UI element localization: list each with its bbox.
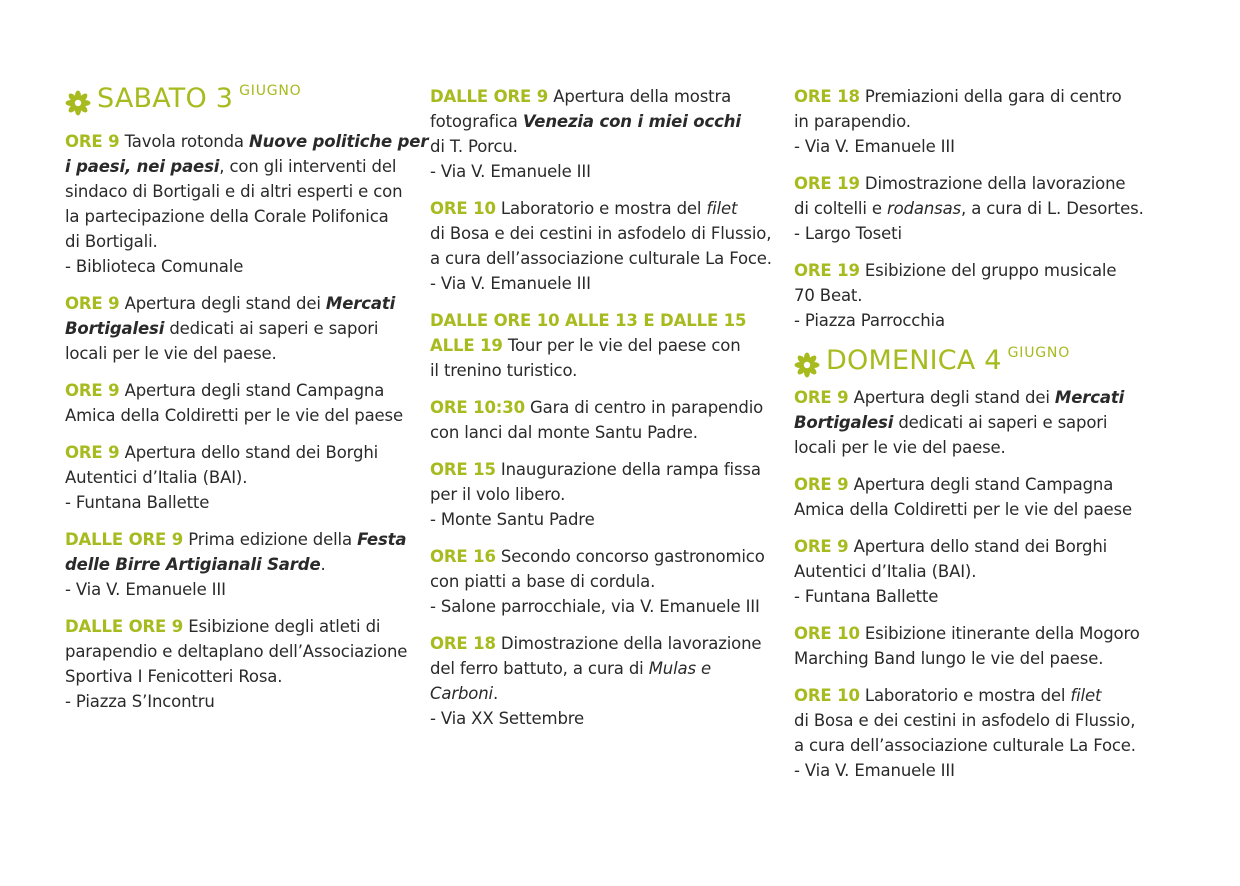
- event-line: [65, 129, 429, 154]
- event-line: [65, 204, 415, 229]
- event-text: , con gli interventi del: [219, 157, 397, 176]
- event-text: 70 Beat.: [794, 286, 863, 305]
- event-text: parapendio e deltaplano dell’Associazione: [65, 642, 408, 661]
- event-italic: rodansas: [886, 199, 961, 218]
- event-text: a cura dell’associazione culturale La Foce.: [794, 736, 1136, 755]
- event-line: [430, 84, 780, 109]
- event-time: ORE 9: [65, 381, 120, 400]
- event-text: Dimostrazione della lavorazione: [859, 174, 1126, 193]
- event-text: Gara di centro in parapendio: [524, 398, 764, 417]
- event-text: di Bosa e dei cestini in asfodelo di Flussio,: [794, 711, 1136, 730]
- event-line: [430, 308, 780, 333]
- event-entry: [65, 614, 415, 714]
- event-entry: [430, 84, 780, 184]
- event-line: [65, 316, 415, 341]
- event-time: ORE 19: [794, 261, 860, 280]
- event-title: Bortigalesi: [794, 413, 894, 432]
- event-text: Apertura degli stand dei: [119, 294, 326, 313]
- event-line: [65, 341, 415, 366]
- event-entry: [430, 457, 780, 532]
- event-entry: [794, 385, 1144, 460]
- event-time: ORE 9: [794, 475, 849, 494]
- event-text: Tour per le vie del paese con: [502, 336, 741, 355]
- event-line: [65, 229, 415, 254]
- event-text: - Largo Toseti: [794, 224, 902, 243]
- event-title: i paesi, nei paesi: [65, 157, 220, 176]
- event-line: [430, 333, 780, 358]
- event-line: [794, 621, 1144, 646]
- event-time: ORE 18: [430, 634, 496, 653]
- event-line: [65, 552, 415, 577]
- event-text: - Via V. Emanuele III: [430, 274, 591, 293]
- event-line: [794, 758, 1144, 783]
- event-entry: [794, 534, 1144, 609]
- event-list: [65, 129, 429, 714]
- event-entry: [430, 196, 780, 296]
- event-time: ORE 10: [794, 686, 860, 705]
- event-time: ORE 9: [65, 443, 120, 462]
- event-list: [794, 84, 1144, 333]
- event-text: Esibizione degli atleti di: [183, 617, 381, 636]
- day-header-saturday: [65, 83, 415, 117]
- event-line: [794, 134, 1144, 159]
- event-text: Apertura degli stand dei: [848, 388, 1055, 407]
- event-text: di T. Porcu.: [430, 137, 518, 156]
- event-text: Sportiva I Fenicotteri Rosa.: [65, 667, 283, 686]
- event-line: [430, 159, 780, 184]
- event-list: [430, 84, 780, 731]
- event-line: [65, 639, 415, 664]
- event-text: locali per le vie del paese.: [65, 344, 277, 363]
- event-line: [794, 171, 1144, 196]
- event-line: [65, 291, 415, 316]
- event-title: Bortigalesi: [65, 319, 165, 338]
- event-line: [430, 482, 780, 507]
- event-line: [794, 283, 1144, 308]
- program-column-2: [430, 84, 780, 743]
- event-entry: [794, 621, 1144, 671]
- event-text: Esibizione del gruppo musicale: [859, 261, 1117, 280]
- event-text: Autentici d’Italia (BAI).: [65, 468, 248, 487]
- event-text: Tavola rotonda: [119, 132, 249, 151]
- program-column-3: [794, 84, 1144, 795]
- event-title: Mercati: [1054, 388, 1125, 407]
- event-text: Marching Band lungo le vie del paese.: [794, 649, 1104, 668]
- event-line: [65, 465, 415, 490]
- event-line: [430, 544, 780, 569]
- event-time: ORE 19: [794, 174, 860, 193]
- event-text: con piatti a base di cordula.: [430, 572, 656, 591]
- flower-icon: [65, 90, 91, 116]
- event-line: [794, 196, 1144, 221]
- event-time: DALLE ORE 10 ALLE 13 E DALLE 15: [430, 311, 747, 330]
- event-text: Premiazioni della gara di centro: [859, 87, 1122, 106]
- event-line: [794, 497, 1144, 522]
- event-text: Apertura della mostra: [548, 87, 732, 106]
- program-column-1: [65, 83, 429, 726]
- event-line: [430, 594, 780, 619]
- event-text: .: [320, 555, 326, 574]
- event-line: [430, 706, 780, 731]
- event-line: [794, 708, 1144, 733]
- event-line: [430, 656, 780, 681]
- event-entry: [65, 129, 429, 279]
- event-entry: [430, 631, 780, 731]
- event-line: [794, 258, 1144, 283]
- event-line: [65, 254, 415, 279]
- event-line: [430, 196, 780, 221]
- event-line: [65, 614, 415, 639]
- event-text: in parapendio.: [794, 112, 911, 131]
- event-time: DALLE ORE 9: [65, 617, 184, 636]
- event-text: di Bortigali.: [65, 232, 158, 251]
- event-text: - Via V. Emanuele III: [65, 580, 226, 599]
- event-time: ORE 16: [430, 547, 496, 566]
- event-line: [430, 358, 780, 383]
- event-title: Mercati: [325, 294, 396, 313]
- event-text: - Via V. Emanuele III: [430, 162, 591, 181]
- event-time: ORE 10:30: [430, 398, 525, 417]
- event-text: Apertura degli stand Campagna: [848, 475, 1114, 494]
- event-text: Esibizione itinerante della Mogoro: [859, 624, 1140, 643]
- event-entry: [794, 683, 1144, 783]
- event-line: [794, 559, 1144, 584]
- event-line: [430, 631, 780, 656]
- event-line: [430, 420, 780, 445]
- event-text: - Piazza Parrocchia: [794, 311, 945, 330]
- event-line: [794, 435, 1144, 460]
- event-line: [430, 457, 780, 482]
- event-text: sindaco di Bortigali e di altri esperti e con: [65, 182, 403, 201]
- event-line: [65, 378, 415, 403]
- event-line: [794, 472, 1144, 497]
- event-text: Laboratorio e mostra del: [495, 199, 707, 218]
- event-line: [430, 271, 780, 296]
- event-italic: Carboni: [430, 684, 493, 703]
- day-title: DOMENICA 4: [826, 345, 1002, 376]
- event-entry: [430, 395, 780, 445]
- flower-icon: [794, 352, 820, 378]
- event-list: [794, 385, 1144, 783]
- event-time: ORE 15: [430, 460, 496, 479]
- event-text: dedicati ai saperi e sapori: [893, 413, 1108, 432]
- event-text: Amica della Coldiretti per le vie del paese: [65, 406, 403, 425]
- event-text: il trenino turistico.: [430, 361, 578, 380]
- event-text: fotografica: [430, 112, 523, 131]
- event-entry: [794, 171, 1144, 246]
- event-text: - Via XX Settembre: [430, 709, 585, 728]
- event-line: [794, 683, 1144, 708]
- event-text: - Funtana Ballette: [65, 493, 210, 512]
- event-line: [794, 109, 1144, 134]
- event-text: dedicati ai saperi e sapori: [164, 319, 379, 338]
- event-line: [65, 490, 415, 515]
- event-line: [794, 646, 1144, 671]
- event-text: - Via V. Emanuele III: [794, 761, 955, 780]
- event-text: per il volo libero.: [430, 485, 566, 504]
- event-time: ORE 9: [794, 388, 849, 407]
- event-line: [794, 410, 1144, 435]
- event-line: [794, 221, 1144, 246]
- event-text: Autentici d’Italia (BAI).: [794, 562, 977, 581]
- event-italic: Mulas e: [648, 659, 712, 678]
- event-line: [65, 527, 415, 552]
- event-text: Secondo concorso gastronomico: [495, 547, 765, 566]
- event-text: , a cura di L. Desortes.: [961, 199, 1144, 218]
- event-text: di coltelli e: [794, 199, 887, 218]
- event-time: DALLE ORE 9: [430, 87, 549, 106]
- event-line: [65, 179, 415, 204]
- event-line: [65, 689, 415, 714]
- event-text: Prima edizione della: [183, 530, 358, 549]
- day-month: GIUGNO: [239, 83, 302, 99]
- event-text: di Bosa e dei cestini in asfodelo di Flussio,: [430, 224, 772, 243]
- event-line: [794, 308, 1144, 333]
- event-text: - Biblioteca Comunale: [65, 257, 244, 276]
- day-header-sunday: [794, 345, 1144, 379]
- event-line: [430, 246, 780, 271]
- event-line: [430, 221, 780, 246]
- event-time: ORE 10: [430, 199, 496, 218]
- event-time: ORE 18: [794, 87, 860, 106]
- event-text: con lanci dal monte Santu Padre.: [430, 423, 698, 442]
- event-text: Inaugurazione della rampa fissa: [495, 460, 761, 479]
- event-line: [65, 403, 415, 428]
- event-line: [794, 584, 1144, 609]
- event-entry: [65, 291, 415, 366]
- event-time: ORE 9: [65, 294, 120, 313]
- event-italic: filet: [1070, 686, 1102, 705]
- event-text: a cura dell’associazione culturale La Foce.: [430, 249, 772, 268]
- event-line: [794, 84, 1144, 109]
- event-line: [65, 577, 415, 602]
- event-line: [430, 681, 780, 706]
- event-text: del ferro battuto, a cura di: [430, 659, 649, 678]
- event-entry: [794, 258, 1144, 333]
- event-text: Amica della Coldiretti per le vie del paese: [794, 500, 1132, 519]
- event-text: - Monte Santu Padre: [430, 510, 595, 529]
- event-line: [794, 534, 1144, 559]
- day-month: GIUGNO: [1007, 345, 1071, 361]
- event-title: Festa: [357, 530, 407, 549]
- event-text: Laboratorio e mostra del: [859, 686, 1071, 705]
- event-text: la partecipazione della Corale Polifonica: [65, 207, 389, 226]
- event-text: - Salone parrocchiale, via V. Emanuele III: [430, 597, 760, 616]
- event-time: ORE 9: [65, 132, 120, 151]
- event-time: ORE 9: [794, 537, 849, 556]
- event-text: - Via V. Emanuele III: [794, 137, 955, 156]
- day-title: SABATO 3: [97, 83, 234, 114]
- event-entry: [65, 378, 415, 428]
- event-line: [430, 507, 780, 532]
- event-line: [65, 440, 415, 465]
- event-italic: filet: [706, 199, 738, 218]
- event-line: [430, 109, 780, 134]
- event-time: ORE 10: [794, 624, 860, 643]
- event-line: [430, 395, 780, 420]
- event-line: [794, 733, 1144, 758]
- event-entry: [430, 544, 780, 619]
- event-title: delle Birre Artigianali Sarde: [65, 555, 321, 574]
- event-entry: [65, 440, 415, 515]
- event-entry: [794, 84, 1144, 159]
- event-text: Apertura degli stand Campagna: [119, 381, 385, 400]
- event-line: [430, 569, 780, 594]
- event-title: Venezia con i miei occhi: [522, 112, 741, 131]
- event-time: DALLE ORE 9: [65, 530, 184, 549]
- event-text: Dimostrazione della lavorazione: [495, 634, 762, 653]
- event-entry: [430, 308, 780, 383]
- event-line: [430, 134, 780, 159]
- event-time: ALLE 19: [430, 336, 503, 355]
- event-text: Apertura dello stand dei Borghi: [119, 443, 379, 462]
- event-text: - Piazza S’Incontru: [65, 692, 215, 711]
- event-line: [65, 154, 415, 179]
- event-text: .: [492, 684, 499, 703]
- event-line: [794, 385, 1144, 410]
- event-text: locali per le vie del paese.: [794, 438, 1006, 457]
- event-title: Nuove politiche per: [248, 132, 429, 151]
- event-entry: [794, 472, 1144, 522]
- event-text: Apertura dello stand dei Borghi: [848, 537, 1108, 556]
- event-entry: [65, 527, 415, 602]
- event-line: [65, 664, 415, 689]
- event-text: - Funtana Ballette: [794, 587, 939, 606]
